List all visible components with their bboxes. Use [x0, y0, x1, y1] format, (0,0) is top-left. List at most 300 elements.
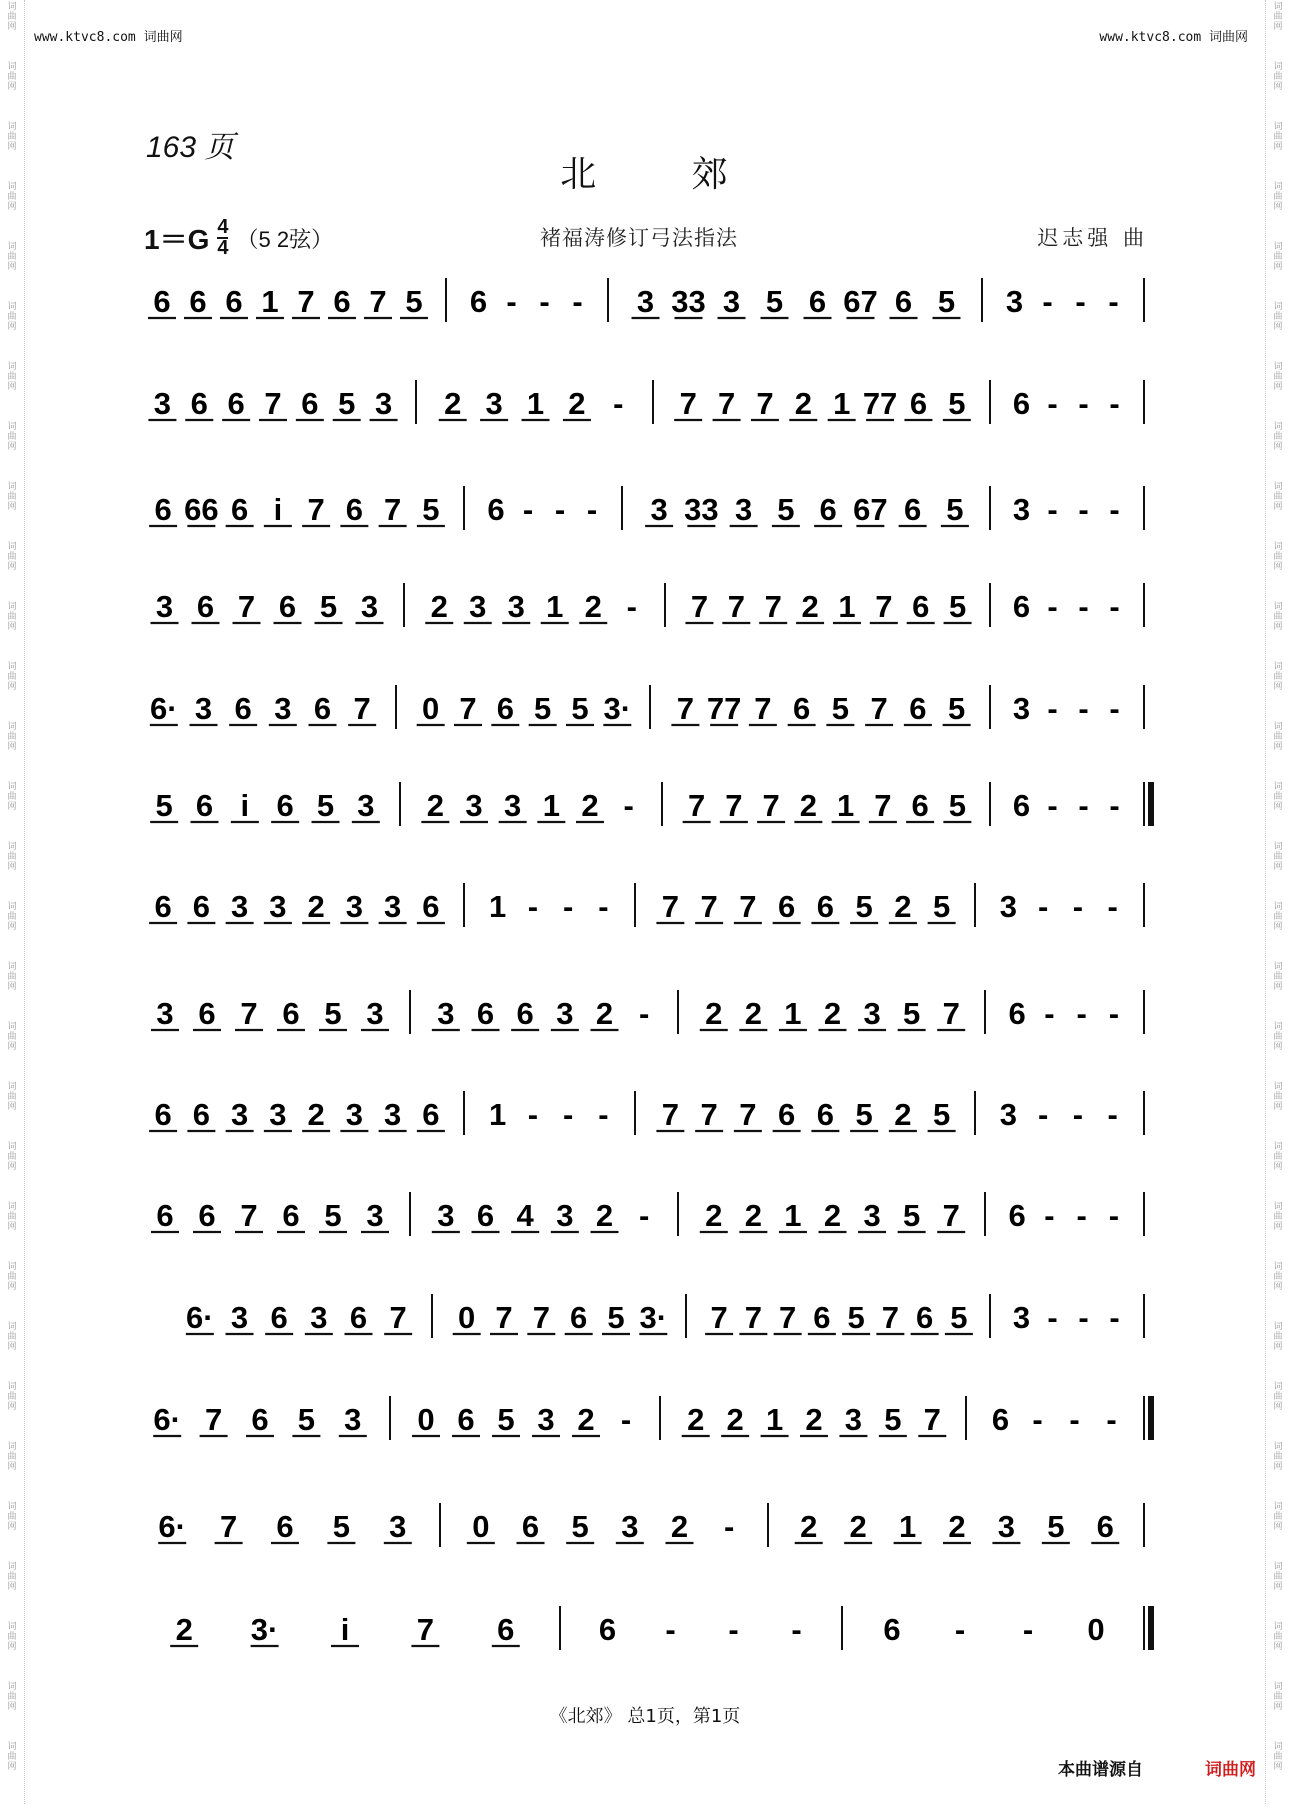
- note: 5: [324, 996, 342, 1031]
- note: 5: [946, 492, 964, 527]
- watermark-mark: 词 曲 网: [7, 182, 17, 212]
- note: 6·: [153, 1402, 181, 1437]
- watermark-mark: 词 曲 网: [7, 722, 17, 752]
- note: 3: [389, 1509, 407, 1544]
- measure: [645, 492, 969, 527]
- note: 5: [884, 1402, 902, 1437]
- watermark-mark: 词 曲 网: [7, 1562, 17, 1592]
- note: 7: [661, 889, 679, 924]
- sustain-dash: -: [1078, 492, 1089, 527]
- note: 1: [526, 386, 545, 421]
- note: 5: [319, 589, 338, 624]
- watermark-mark: 词 曲 网: [1273, 842, 1283, 872]
- sustain-dash: -: [620, 1402, 632, 1437]
- note: 2: [595, 996, 614, 1031]
- note: 6: [276, 788, 294, 823]
- sustain-dash: -: [1044, 996, 1055, 1031]
- watermark-mark: 词 曲 网: [7, 842, 17, 872]
- measure: [153, 1402, 367, 1437]
- sustain-dash: -: [665, 1612, 676, 1647]
- sustain-dash: -: [954, 1612, 966, 1647]
- watermark-mark: 词 曲 网: [1273, 782, 1283, 812]
- note: 7: [756, 386, 774, 421]
- note: 6: [333, 284, 351, 319]
- note: 3: [621, 1509, 639, 1544]
- sustain-dash: -: [527, 889, 539, 924]
- note: 6: [153, 284, 171, 319]
- note: 6: [154, 1097, 172, 1132]
- note: 2: [577, 1402, 595, 1437]
- note: 6: [313, 691, 332, 726]
- measure: [685, 589, 971, 624]
- note: 6: [282, 996, 300, 1031]
- note: 6: [909, 691, 927, 726]
- note: 67: [853, 492, 888, 527]
- score-line: [149, 1091, 1144, 1135]
- note: 77: [862, 386, 898, 421]
- note: 6: [909, 386, 928, 421]
- note: 3: [384, 1097, 402, 1132]
- score-line: [150, 685, 1144, 729]
- note: 7: [764, 589, 782, 624]
- watermark-mark: 词 曲 网: [1273, 302, 1283, 332]
- note: 2: [894, 889, 912, 924]
- note: 6: [225, 284, 243, 319]
- sustain-dash: -: [1109, 589, 1120, 624]
- sustain-dash: -: [586, 492, 598, 527]
- measure: [417, 691, 632, 726]
- score-line: [148, 278, 1144, 322]
- measure: [883, 1612, 1104, 1647]
- note: 6: [912, 589, 930, 624]
- note: 3: [997, 1509, 1016, 1544]
- note: 5: [855, 889, 873, 924]
- sustain-dash: -: [1037, 1097, 1049, 1132]
- watermark-mark: 词 曲 网: [7, 1022, 17, 1052]
- note: 7: [710, 1300, 728, 1335]
- measure: [700, 1198, 965, 1233]
- note: 7: [739, 1097, 757, 1132]
- time-top: 4: [217, 216, 229, 238]
- note: 3: [1012, 691, 1031, 726]
- note: 6: [422, 889, 440, 924]
- note: 6: [198, 996, 216, 1031]
- watermark-mark: 词 曲 网: [1273, 1562, 1283, 1592]
- note: 3: [310, 1300, 328, 1335]
- note: 6: [189, 284, 207, 319]
- note: 6: [231, 492, 249, 527]
- note: 3: [231, 1097, 249, 1132]
- note: 2: [175, 1612, 193, 1647]
- sustain-dash: -: [527, 1097, 539, 1132]
- note: 5: [948, 691, 966, 726]
- measure: [151, 996, 389, 1031]
- measure: [432, 996, 649, 1031]
- note: 6: [1096, 1509, 1114, 1544]
- note: 1: [261, 284, 279, 319]
- measure: [1000, 1097, 1118, 1132]
- sustain-dash: -: [554, 492, 566, 527]
- note: 7: [942, 996, 960, 1031]
- watermark-mark: 词 曲 网: [7, 302, 17, 332]
- note: 7: [725, 788, 743, 823]
- note: 6: [819, 492, 837, 527]
- note: 3: [556, 1198, 574, 1233]
- measure: [1013, 492, 1120, 527]
- note: 3: [366, 1198, 384, 1233]
- sustain-dash: -: [1076, 996, 1087, 1031]
- watermark-mark: 词 曲 网: [7, 122, 17, 152]
- note: 3·: [250, 1612, 279, 1647]
- note: 3: [155, 589, 174, 624]
- note: 3: [437, 996, 455, 1031]
- note: 1: [546, 589, 564, 624]
- watermark-mark: 词 曲 网: [7, 1142, 17, 1172]
- sustain-dash: -: [598, 1097, 609, 1132]
- note: 6: [991, 1402, 1010, 1437]
- note: 2: [444, 386, 462, 421]
- note: 2: [801, 589, 819, 624]
- note: 3: [269, 889, 287, 924]
- note: 6: [1008, 996, 1026, 1031]
- sustain-dash: -: [562, 1097, 574, 1132]
- sustain-dash: -: [1037, 889, 1049, 924]
- note: 6: [476, 1198, 495, 1233]
- composer: 迟志强 曲: [1037, 226, 1148, 250]
- note: 2: [800, 1509, 818, 1544]
- measure: [1006, 284, 1119, 319]
- sustain-dash: -: [1109, 492, 1120, 527]
- note: 6: [154, 889, 172, 924]
- note: 6·: [150, 691, 178, 726]
- site-url-right[interactable]: www.ktvc8.com 词曲网: [1099, 30, 1248, 45]
- measure: [682, 1402, 947, 1437]
- note: 3: [437, 1198, 455, 1233]
- sustain-dash: -: [1107, 889, 1118, 924]
- note: 6: [282, 1198, 300, 1233]
- measure: [149, 492, 445, 527]
- note: 6: [496, 691, 514, 726]
- sustain-dash: -: [1078, 1300, 1089, 1335]
- note: 5: [571, 1509, 589, 1544]
- watermark-mark: 词 曲 网: [1273, 2, 1283, 32]
- watermark-mark: 词 曲 网: [1273, 542, 1283, 572]
- note: 3: [345, 1097, 363, 1132]
- sustain-dash: -: [1022, 1612, 1034, 1647]
- score-line: [153, 1396, 1151, 1440]
- sustain-dash: -: [1076, 1198, 1087, 1233]
- note: 3: [344, 1402, 362, 1437]
- watermark-mark: 词 曲 网: [7, 602, 17, 632]
- sustain-dash: -: [1108, 284, 1119, 319]
- score-line: [151, 990, 1144, 1034]
- sustain-dash: -: [1069, 1402, 1080, 1437]
- measure: [149, 889, 445, 924]
- sustain-dash: -: [1078, 788, 1089, 823]
- note: 3: [384, 889, 402, 924]
- note: 33: [671, 284, 706, 319]
- sustain-dash: -: [1047, 589, 1058, 624]
- measure: [656, 889, 955, 924]
- score-line: [170, 1606, 1151, 1650]
- note: 3: [636, 284, 655, 319]
- note: 6: [816, 1097, 834, 1132]
- note: 5: [422, 492, 440, 527]
- note: 1: [838, 589, 856, 624]
- note: 6: [192, 889, 210, 924]
- note: 5: [324, 1198, 342, 1233]
- note: 7: [700, 889, 718, 924]
- note: 6: [911, 788, 929, 823]
- note: 6: [270, 1300, 288, 1335]
- sustain-dash: -: [1108, 996, 1120, 1031]
- note: 6: [195, 788, 214, 823]
- note: 6: [904, 492, 922, 527]
- note: 5: [297, 1402, 316, 1437]
- sustain-dash: -: [1109, 691, 1120, 726]
- note: 0: [422, 691, 440, 726]
- sustain-dash: -: [1047, 691, 1058, 726]
- watermark-mark: 词 曲 网: [7, 1742, 17, 1772]
- sustain-dash: -: [724, 1509, 735, 1544]
- note: 7: [307, 492, 325, 527]
- watermark-mark: 词 曲 网: [7, 902, 17, 932]
- note: 2: [705, 1198, 723, 1233]
- note: 7: [459, 691, 477, 726]
- note: 7: [219, 1509, 238, 1544]
- note: 2: [805, 1402, 823, 1437]
- note: 1: [784, 1198, 802, 1233]
- note: 6: [883, 1612, 901, 1647]
- note: 3: [156, 996, 174, 1031]
- note: 3·: [603, 691, 632, 726]
- sustain-dash: -: [598, 889, 609, 924]
- note: 3: [469, 589, 487, 624]
- note: 6: [192, 1097, 210, 1132]
- note: 6: [234, 691, 252, 726]
- note: 5: [933, 1097, 951, 1132]
- watermark-mark: 词 曲 网: [1273, 1502, 1283, 1532]
- note: 1: [489, 1097, 507, 1132]
- note: 2: [584, 589, 602, 624]
- sustain-dash: -: [1078, 589, 1089, 624]
- note: 5: [316, 788, 335, 823]
- note: 0: [1087, 1612, 1105, 1647]
- note: i: [240, 788, 250, 823]
- watermark-mark: 词 曲 网: [1273, 362, 1283, 392]
- note: 6: [487, 492, 505, 527]
- note: 5: [571, 691, 589, 726]
- note: 3: [465, 788, 483, 823]
- measure: [1000, 889, 1118, 924]
- watermark-mark: 词 曲 网: [1273, 1322, 1283, 1352]
- watermark-mark: 词 曲 网: [1273, 722, 1283, 752]
- watermark-mark: 词 曲 网: [7, 1262, 17, 1292]
- sustain-dash: -: [1032, 1402, 1043, 1437]
- source-site-link[interactable]: 词曲网: [1205, 1760, 1256, 1780]
- sustain-dash: -: [1106, 1402, 1117, 1437]
- note: 3: [504, 788, 522, 823]
- sustain-dash: -: [1072, 889, 1084, 924]
- watermark-mark: 词 曲 网: [7, 1382, 17, 1412]
- note: i: [273, 492, 283, 527]
- watermark-mark: 词 曲 网: [1273, 182, 1283, 212]
- note: 7: [762, 788, 780, 823]
- note: 2: [430, 589, 448, 624]
- sustain-dash: -: [626, 589, 637, 624]
- sustain-dash: -: [506, 284, 517, 319]
- note: 2: [849, 1509, 867, 1544]
- sustain-dash: -: [1072, 1097, 1084, 1132]
- note: 3: [735, 492, 753, 527]
- note: 5: [948, 589, 967, 624]
- note: 5: [847, 1300, 865, 1335]
- sustain-dash: -: [791, 1612, 802, 1647]
- note: 6·: [186, 1300, 214, 1335]
- watermark-mark: 词 曲 网: [1273, 422, 1283, 452]
- measure: [599, 1612, 802, 1647]
- sustain-dash: -: [613, 386, 624, 421]
- sustain-dash: -: [1044, 1198, 1055, 1233]
- note: 6: [778, 1097, 796, 1132]
- note: 6: [345, 492, 363, 527]
- sustain-dash: -: [1047, 788, 1058, 823]
- note: 33: [684, 492, 719, 527]
- score-line: [186, 1294, 1144, 1338]
- note: 7: [204, 1402, 223, 1437]
- note: 7: [679, 386, 697, 421]
- measure: [158, 1509, 412, 1544]
- measure: [170, 1612, 520, 1647]
- note: 3: [999, 1097, 1017, 1132]
- watermark-mark: 词 曲 网: [7, 1082, 17, 1112]
- watermark-mark: 词 曲 网: [7, 62, 17, 92]
- note: 7: [923, 1402, 941, 1437]
- watermark-mark: 词 曲 网: [1273, 662, 1283, 692]
- note: 3: [999, 889, 1017, 924]
- watermark-mark: 词 曲 网: [1273, 1262, 1283, 1292]
- sustain-dash: -: [639, 1198, 650, 1233]
- measure: [425, 589, 637, 624]
- note: 3: [230, 1300, 249, 1335]
- note: 6: [154, 492, 172, 527]
- note: 6: [1012, 386, 1031, 421]
- note: 6: [190, 386, 208, 421]
- note: 5: [777, 492, 795, 527]
- page-reference: 163 页: [146, 131, 235, 164]
- note: 1: [837, 788, 855, 823]
- sustain-dash: -: [639, 996, 650, 1031]
- note: 3: [863, 1198, 881, 1233]
- note: 3: [269, 1097, 287, 1132]
- note: 0: [417, 1402, 435, 1437]
- note: 77: [706, 691, 742, 726]
- sustain-dash: -: [1109, 386, 1120, 421]
- note: 3: [1012, 1300, 1031, 1335]
- note: 5: [1047, 1509, 1065, 1544]
- tuning: （5 2弦）: [236, 226, 334, 252]
- note: 6: [1012, 788, 1031, 823]
- note: 5: [937, 284, 956, 319]
- revision-note: 褚福涛修订弓法指法: [540, 226, 738, 250]
- measure: [489, 889, 609, 924]
- note: 5: [855, 1097, 873, 1132]
- sustain-dash: -: [1075, 284, 1086, 319]
- note: 7: [384, 492, 402, 527]
- song-title: 北 郊: [560, 154, 770, 195]
- note: 5: [950, 1300, 968, 1335]
- watermark-mark: 词 曲 网: [7, 542, 17, 572]
- note: 6: [516, 996, 534, 1031]
- note: 2: [948, 1509, 966, 1544]
- note: 6: [894, 284, 913, 319]
- measure: [453, 1300, 668, 1335]
- score-line: [158, 1503, 1144, 1547]
- note: 6: [196, 589, 215, 624]
- watermark-mark: 词 曲 网: [7, 2, 17, 32]
- note: 6: [251, 1402, 269, 1437]
- note: 7: [881, 1300, 899, 1335]
- watermark-mark: 词 曲 网: [1273, 962, 1283, 992]
- score-line: [151, 1192, 1144, 1236]
- measure: [705, 1300, 973, 1335]
- watermark-mark: 词 曲 网: [1273, 62, 1283, 92]
- measure: [1009, 996, 1120, 1031]
- site-url-left[interactable]: www.ktvc8.com 词曲网: [34, 30, 183, 45]
- score-line: [149, 486, 1144, 530]
- note: 7: [369, 284, 387, 319]
- note: 3: [194, 691, 213, 726]
- watermark-mark: 词 曲 网: [1273, 902, 1283, 932]
- watermark-mark: 词 曲 网: [7, 362, 17, 392]
- measure: [467, 1509, 734, 1544]
- watermark-mark: 词 曲 网: [1273, 1682, 1283, 1712]
- note: 3·: [639, 1300, 668, 1335]
- note: 7: [237, 589, 256, 624]
- note: 7: [495, 1300, 513, 1335]
- note: 3: [1012, 492, 1031, 527]
- note: 6: [521, 1509, 540, 1544]
- note: 5: [534, 691, 552, 726]
- note: 6: [198, 1198, 216, 1233]
- note: 0: [472, 1509, 490, 1544]
- note: 5: [155, 788, 173, 823]
- score-line: [151, 583, 1145, 627]
- note: 6: [278, 589, 297, 624]
- watermark-mark: 词 曲 网: [7, 422, 17, 452]
- note: 1: [489, 889, 507, 924]
- note: 2: [705, 996, 723, 1031]
- note: 3: [360, 589, 379, 624]
- note: 6: [276, 1509, 294, 1544]
- measure: [632, 284, 961, 319]
- score-line: [150, 782, 1151, 826]
- note: 3: [863, 996, 881, 1031]
- time-bottom: 4: [217, 237, 229, 259]
- sustain-dash: -: [562, 889, 574, 924]
- measure: [992, 1402, 1117, 1437]
- note: 3: [153, 386, 172, 421]
- note: 3: [844, 1402, 863, 1437]
- watermark-mark: 词 曲 网: [1273, 1082, 1283, 1112]
- note: 3: [374, 386, 393, 421]
- note: 3: [556, 996, 574, 1031]
- measure: [148, 284, 428, 319]
- sustain-dash: -: [1109, 788, 1120, 823]
- note: 7: [727, 589, 745, 624]
- measure: [1009, 1198, 1120, 1233]
- measure: [656, 1097, 955, 1132]
